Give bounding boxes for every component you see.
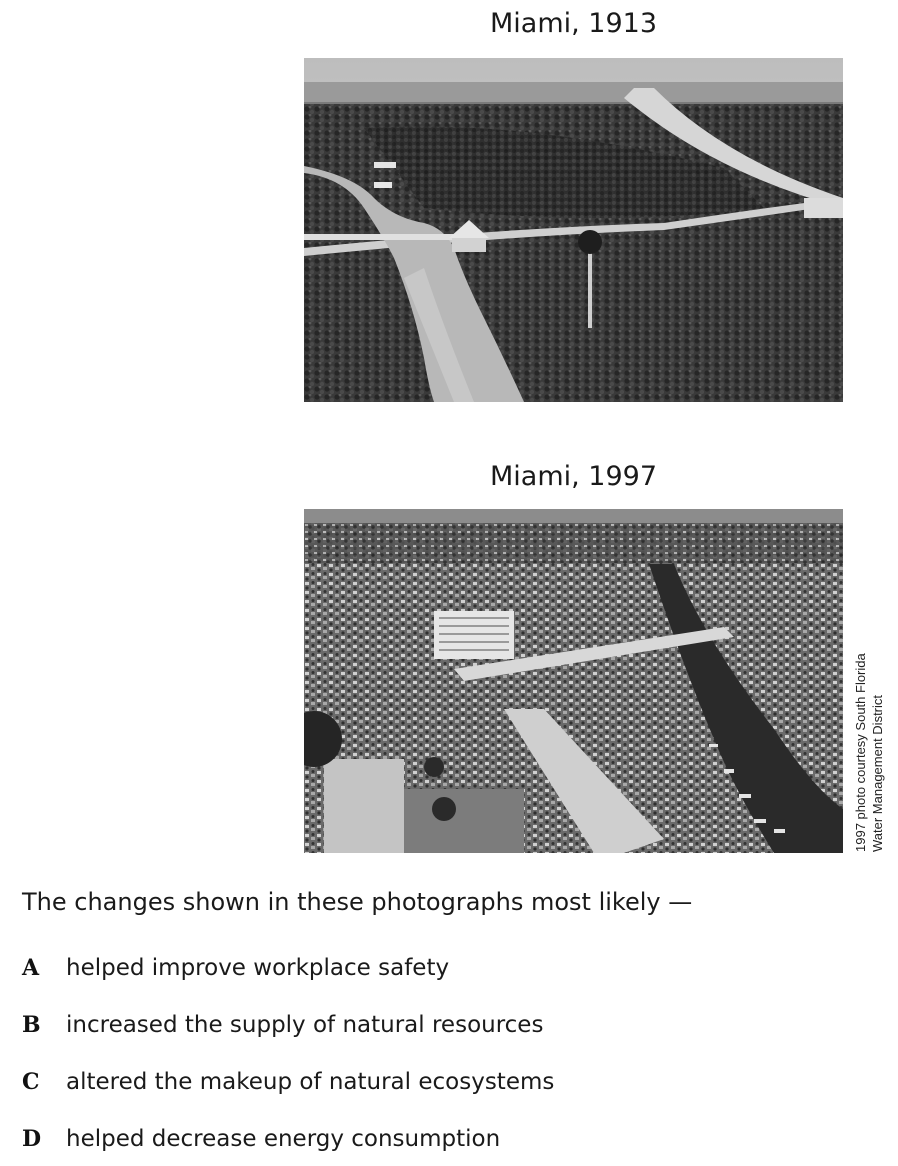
answer-choice-a[interactable]	[22, 952, 449, 984]
choice-letter: D	[22, 1126, 42, 1152]
photo-1997	[304, 509, 843, 853]
question-stem: The changes shown in these photographs most likely —	[22, 888, 693, 916]
photo-1997-image	[304, 509, 843, 853]
photo-1913	[304, 58, 843, 402]
photo-1913-image	[304, 58, 843, 402]
choice-text: helped decrease energy consumption	[66, 1126, 501, 1152]
photo-1913-caption: Miami, 1913	[489, 8, 658, 39]
choice-text: increased the supply of natural resources	[66, 1012, 544, 1038]
choice-letter: B	[22, 1012, 41, 1038]
photo-credit-line-1: 1997 photo courtesy South Florida	[853, 653, 868, 852]
choice-letter: C	[22, 1069, 40, 1095]
choice-text: altered the makeup of natural ecosystems	[66, 1069, 555, 1095]
photo-credit-line-2: Water Management District	[870, 694, 885, 852]
choice-letter: A	[22, 955, 40, 981]
choice-text: helped improve workplace safety	[66, 955, 450, 981]
answer-choice-d[interactable]	[22, 1123, 500, 1155]
answer-choice-b[interactable]	[22, 1009, 543, 1041]
photo-credit	[852, 653, 898, 852]
answer-choice-c[interactable]	[22, 1066, 554, 1098]
photo-1997-caption: Miami, 1997	[489, 461, 658, 492]
